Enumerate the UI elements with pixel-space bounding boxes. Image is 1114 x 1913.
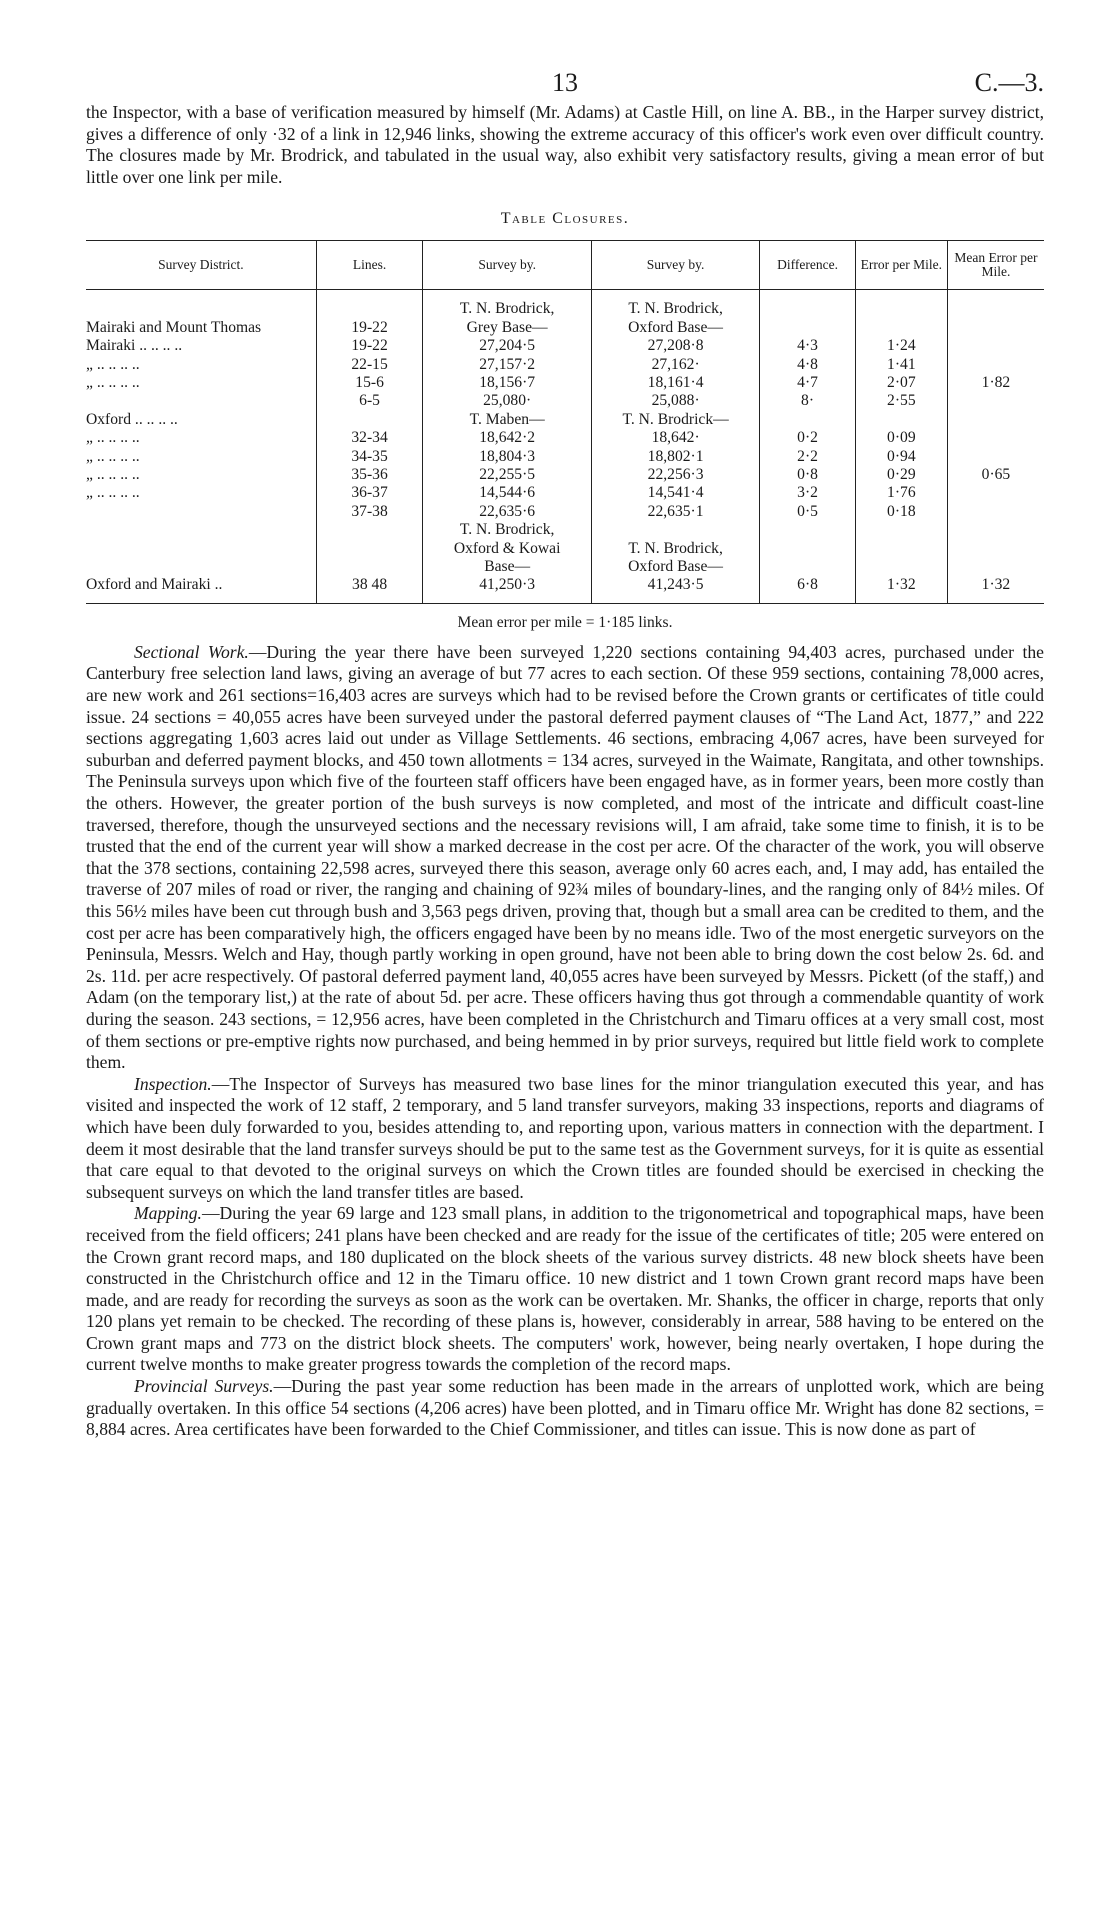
difference-cell [764,558,850,576]
error-per-mile-cell: 0·09 [887,429,916,447]
document-page [86,68,1044,1441]
lines-cell: 19-22 [351,318,388,336]
error-per-mile-cell: 1·41 [887,355,916,373]
lines-cell [321,411,419,429]
mean-error-cell [952,337,1040,355]
difference-cell: 8· [801,392,815,410]
survey-b-cell: Oxford Base— [628,558,724,576]
column-header-survey-by-b: Survey by. [591,241,759,290]
inspection-paragraph [86,1074,1044,1204]
section-text: —The Inspector of Surveys has measured two base lines for the minor triangulation executed this year, and has visited and inspected the work of 12 staff, 2 temporary, and 5 land transfer surveyors, making 33 inspections, reports and diagrams of which have been duly forwarded to you, besides attending to, and reporting upon, various matters in connection with the department. I deem it most desirable that the land transfer surveys should be put to the same test as the Government surveys, for it is quite as essential that care equal to that devoted to the original surveys on which the Crown titles are founded should be exercised in checking the subsequent surveys on which the land transfer titles are based. [86,1073,1044,1202]
difference-cell: 3·2 [797,484,818,502]
error-per-mile-cell [860,521,943,539]
mean-error-column [947,290,1044,604]
survey-b-cell: 27,162· [651,355,700,373]
difference-cell: 2·2 [797,447,818,465]
survey-b-cell: 22,635·1 [647,502,704,520]
lines-cell: 38 48 [352,576,388,594]
error-per-mile-cell [860,300,943,318]
error-per-mile-cell [860,558,943,576]
error-per-mile-cell: 1·76 [887,484,916,502]
lines-cell: 35-36 [351,466,388,484]
difference-cell: 4·8 [797,355,818,373]
mean-error-cell [952,503,1040,521]
mean-error-cell [952,411,1040,429]
closures-table [86,240,1044,604]
page-number: 13 [552,68,578,97]
column-header-error-per-mile: Error per Mile. [855,241,947,290]
error-per-mile-cell: 2·07 [887,374,916,391]
difference-cell [764,540,850,558]
survey-a-cell: 27,204·5 [479,337,536,355]
error-per-mile-cell [860,319,943,337]
sectional-work-paragraph [86,642,1044,1074]
mean-error-cell [952,429,1040,447]
provincial-surveys-paragraph [86,1376,1044,1441]
survey-b-cell: T. N. Brodrick, [628,539,723,557]
survey-a-cell: 22,635·6 [479,502,536,520]
difference-cell: 0·2 [797,429,818,447]
survey-b-cell: T. N. Brodrick, [628,300,723,318]
document-reference: C.—3. [974,68,1044,97]
difference-cell [764,300,850,318]
mean-error-cell [952,540,1040,558]
district-cell: Oxford and Mairaki .. [86,576,223,594]
survey-b-cell: T. N. Brodrick— [622,410,729,428]
survey-b-cell: 22,256·3 [647,466,704,484]
difference-cell: 0·5 [797,502,818,520]
difference-cell [764,411,850,429]
difference-cell: 0·8 [797,466,818,484]
table-footnote: Mean error per mile = 1·185 links. [457,613,673,631]
district-cell [86,540,312,558]
survey-b-column [591,290,759,604]
column-header-lines: Lines. [316,241,423,290]
difference-cell [764,521,850,539]
lines-cell: 36-37 [351,484,388,502]
survey-b-cell: 14,541·4 [647,484,704,502]
error-per-mile-cell: 2·55 [887,392,916,410]
section-heading: Inspection. [134,1073,212,1094]
survey-a-cell: 22,255·5 [479,466,536,484]
section-heading: Provincial Surveys. [134,1376,274,1397]
survey-a-cell: Oxford & Kowai [453,539,561,557]
column-header-mean-error: Mean Error per Mile. [947,241,1044,290]
lines-column [316,290,423,604]
survey-b-cell: 18,642· [651,429,700,447]
mean-error-cell [952,319,1040,337]
section-heading: Mapping. [134,1203,202,1224]
survey-b-cell: 18,161·4 [647,374,704,391]
mean-error-cell [952,484,1040,502]
survey-a-cell: 41,250·3 [479,576,536,594]
lines-cell [321,521,419,539]
survey-a-cell: 18,642·2 [479,429,536,447]
lines-cell [321,558,419,576]
error-per-mile-cell [860,411,943,429]
survey-a-cell: 18,804·3 [479,447,536,465]
lines-cell [321,300,419,318]
lines-cell: 22-15 [351,355,388,373]
district-cell [86,558,312,576]
error-per-mile-cell: 0·18 [887,502,916,520]
mean-error-cell [952,300,1040,318]
page-header [86,68,1044,102]
survey-b-cell: Oxford Base— [628,318,724,336]
mean-error-cell [952,392,1040,410]
survey-a-cell: T. N. Brodrick, [459,521,555,539]
lines-cell [321,540,419,558]
difference-column [760,290,855,604]
lines-cell: 19-22 [351,337,388,355]
district-cell: „ .. .. .. .. [86,429,140,447]
section-text: —During the year there have been surveyed 1,220 sections containing 94,403 acres, purchased under the Canterbury free selection land laws, giving an average of but 77 acres to each section. Of these 959 sections, containing 78,000 acres, are new work and 261 sections=16,403 acres are surveys which had to be revised before the Crown grants or certificates of title could issue. 24 sections = 40,055 acres have been surveyed under the pastoral deferred payment clauses of “The Land Act, 1877,” and 222 sections aggregating 1,603 acres laid out under as Village Settlements. 46 sections, embracing 4,067 acres, have been surveyed for suburban and deferred payment blocks, and 450 town allotments = 134 acres, surveyed in the Waimate, Rangitata, and other townships. The Peninsula surveys upon which five of the fourteen staff officers have been engaged have, as in former years, been more costly than the others. However, the greater portion of the bush surveys is now completed, and most of the intricate and difficult coast-line traversed, therefore, though the unsurveyed sections and the necessary revisions will, I am afraid, take some time to finish, it is to be trusted that the end of the current year will show a marked decrease in the cost per acre. Of the character of the work, you will observe that the 378 sections, containing 22,598 acres, surveyed there this season, average only 60 acres each, and, I may add, has entailed the traverse of 207 miles of road or river, the ranging and chaining of 92¾ miles of boundary-lines, and the ranging only of 84½ miles. Of this 56½ miles have been cut through bush and 3,563 pegs driven, proving that, though but a small area can be credited to them, and the cost per acre has been comparatively high, the officers engaged have been by no means idle. Two of the most energetic surveyors on the Peninsula, Messrs. Welch and Hay, though partly working in open ground, have not been able to bring down the cost below 2s. 6d. and 2s. 11d. per acre respectively. Of pastoral deferred payment land, 40,055 acres have been surveyed by Messrs. Pickett (of the staff,) and Adam (on the temporary list,) at the rate of about 5d. per acre. These officers having thus got through a commendable quantity of work during the season. 243 sections, = 12,956 acres, have been completed in the Christchurch and Timaru offices at a very small cost, most of them sections or pre-emptive rights now purchased, and being hemmed in by prior surveys, required but little field work to complete them. [86,641,1044,1073]
error-per-mile-cell: 0·94 [887,447,916,465]
survey-b-cell: 41,243·5 [647,576,704,594]
district-cell: „ .. .. .. .. [86,374,140,391]
mean-error-group1: 1·82 [981,374,1011,391]
difference-cell: 4·7 [797,374,818,391]
district-cell: „ .. .. .. .. [86,466,140,484]
intro-paragraph: the Inspector, with a base of verification measured by himself (Mr. Adams) at Castle Hill, on line A. BB., in the Harper survey district, gives a difference of only ·32 of a link in 12,946 links, showing the extreme accuracy of this officer's work even over difficult country. The closures made by Mr. Brodrick, and tabulated in the usual way, also exhibit very satisfactory results, giving a mean error of but little over one link per mile. [86,102,1044,187]
section-heading: Sectional Work. [134,641,249,662]
table-body-row [86,290,1044,604]
lines-cell: 34-35 [351,447,388,465]
survey-b-cell: 18,802·1 [647,447,704,465]
difference-cell: 6·8 [797,576,818,594]
district-cell [86,503,312,521]
district-cell: Oxford .. .. .. .. [86,410,178,428]
column-header-district: Survey District. [86,241,316,290]
lines-cell: 32-34 [351,429,388,447]
section-text: —During the year 69 large and 123 small plans, in addition to the trigonometrical and topographical maps, have been received from the field officers; 241 plans have been checked and are ready for the issue of the certificates of title; 205 were entered on the Crown grant record maps, and 180 duplicated on the block sheets of the various survey districts. 48 new block sheets have been constructed in the Christchurch office and 12 in the Timaru office. 10 new district and 1 town Crown grant record maps have been made, and are ready for recording the surveys as soon as the work can be overtaken. Mr. Shanks, the officer in charge, reports that only 120 plans yet remain to be checked. The recording of these plans is, however, considerably in arrear, 588 having to be entered on the Crown grant maps and 773 on the district block sheets. The computers' work, however, being nearly overtaken, I hope during the current twelve months to make greater progress towards the completion of the record maps. [86,1203,1044,1375]
table-caption: Table Closures. [500,210,630,228]
district-cell [86,521,312,539]
district-cell: „ .. .. .. .. [86,355,140,373]
error-per-mile-cell: 1·24 [887,337,916,355]
district-cell: „ .. .. .. .. [86,484,140,502]
mean-error-cell [952,448,1040,466]
mean-error-cell [952,521,1040,539]
error-per-mile-cell: 1·32 [887,576,916,594]
table-header-row [86,241,1044,290]
mean-error-cell [952,558,1040,576]
survey-a-column [423,290,591,604]
column-header-survey-by-a: Survey by. [423,241,591,290]
survey-b-cell: 25,088· [651,392,700,410]
mean-error-group2: 0·65 [981,466,1011,484]
mean-error-group3: 1·32 [981,576,1011,594]
district-column [86,290,316,604]
mean-error-cell [952,356,1040,374]
error-per-mile-cell [860,540,943,558]
lines-cell: 6-5 [359,392,380,410]
survey-a-cell: 25,080· [483,392,532,410]
survey-a-cell: Grey Base— [466,318,548,336]
survey-a-cell: T. N. Brodrick, [459,300,555,318]
mapping-paragraph [86,1203,1044,1376]
survey-b-cell: 27,208·8 [647,337,704,355]
survey-a-cell: Base— [484,558,531,576]
district-cell [86,300,312,318]
difference-cell [764,319,850,337]
survey-a-cell: 14,544·6 [479,484,536,502]
district-cell: Mairaki .. .. .. .. [86,337,183,355]
survey-b-cell [596,521,755,539]
survey-a-cell: T. Maben— [469,410,545,428]
survey-a-cell: 27,157·2 [479,355,536,373]
district-cell [86,392,312,410]
lines-cell: 15-6 [355,374,384,391]
district-cell: „ .. .. .. .. [86,447,140,465]
error-per-mile-cell: 0·29 [887,466,916,484]
column-header-difference: Difference. [760,241,855,290]
survey-a-cell: 18,156·7 [479,374,536,391]
section-text: —During the past year some reduction has been made in the arrears of unplotted work, which are being gradually overtaken. In this office 54 sections (4,206 acres) have been plotted, and in Timaru office Mr. Wright has done 82 sections, = 8,884 acres. Area certificates have been forwarded to the Chief Commissioner, and titles can issue. This is now done as part of [86,1376,1045,1440]
difference-cell: 4·3 [797,337,818,355]
error-per-mile-column [855,290,947,604]
lines-cell: 37-38 [351,502,388,520]
district-cell: Mairaki and Mount Thomas [86,318,262,336]
